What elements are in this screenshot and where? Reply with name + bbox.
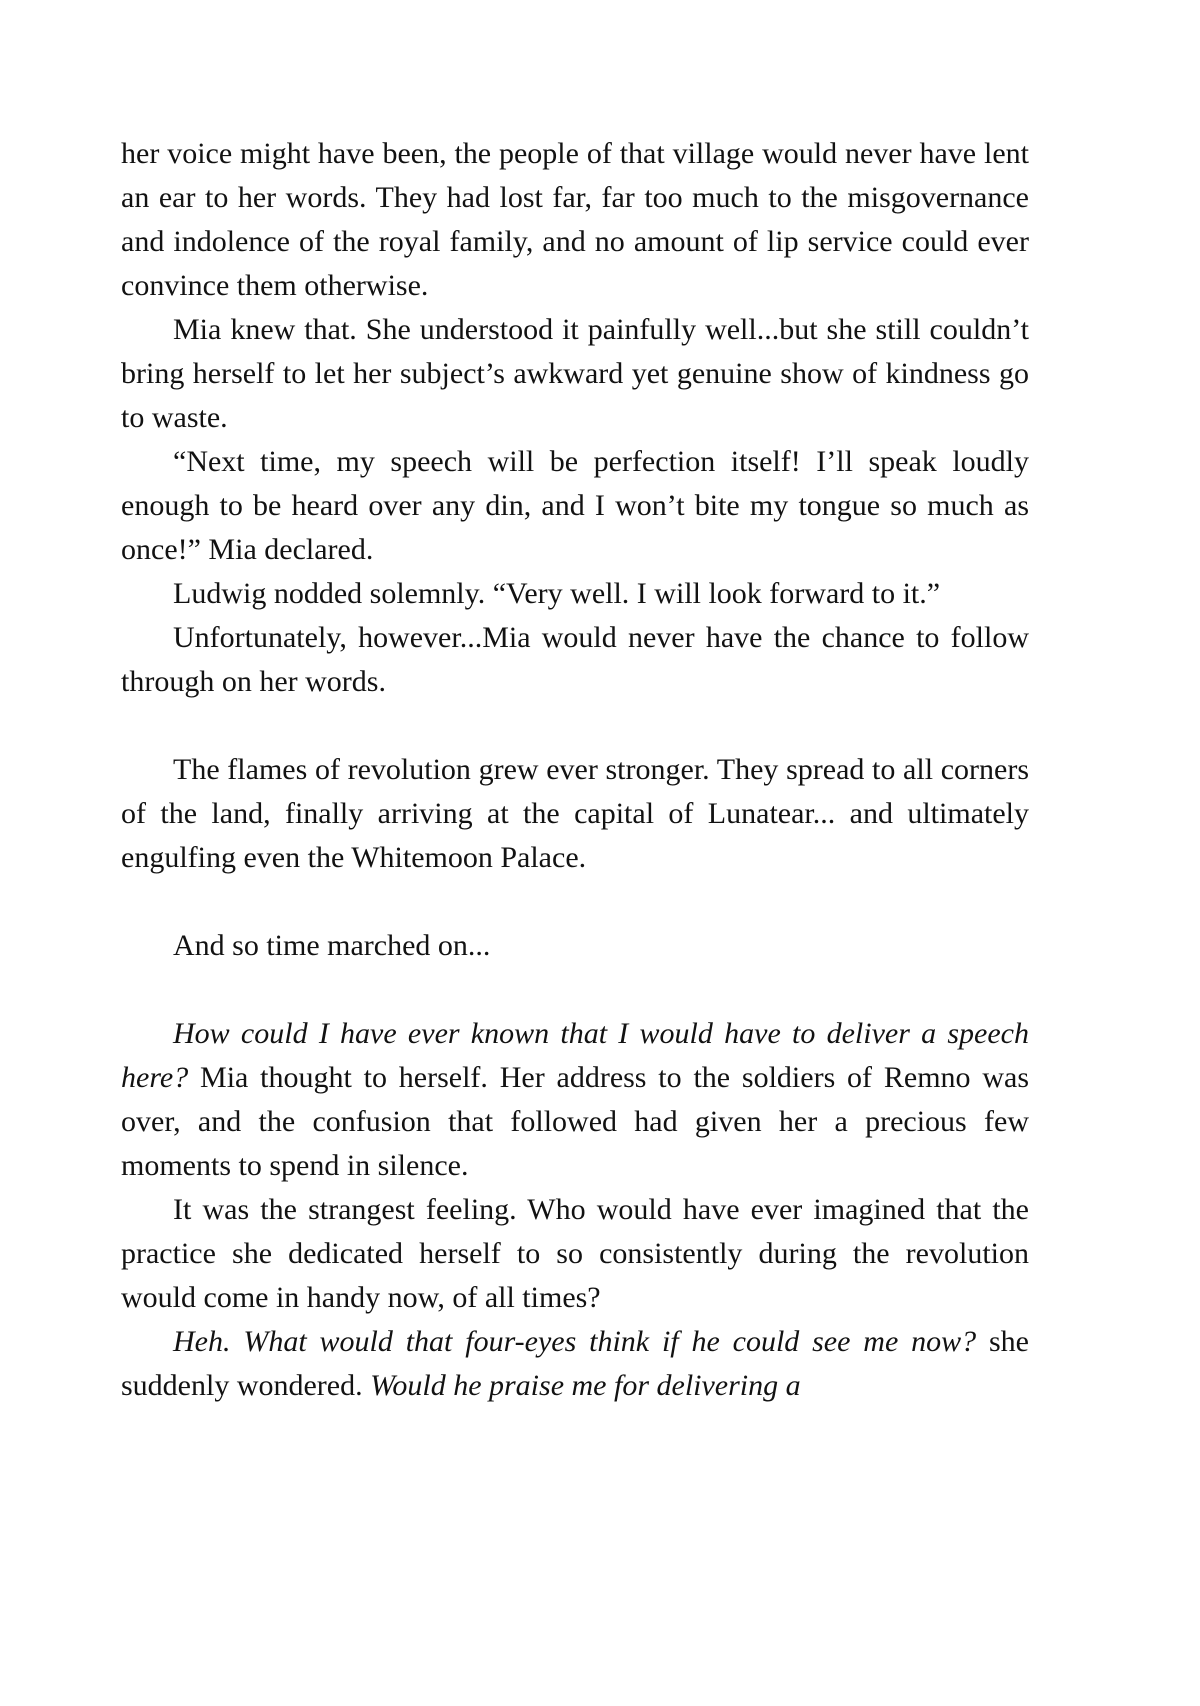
paragraph — [121, 924, 1029, 968]
text-segment: she suddenly wondered. — [121, 1325, 1029, 1402]
text-segment: The flames of revolution grew ever stronger. They spread to all corners of the land, finally arriving at the capital of Lunatear... and ultimately engulfing even the Whitemoon Palace. — [121, 753, 1029, 874]
paragraph — [121, 748, 1029, 880]
paragraph — [121, 1320, 1029, 1408]
paragraph — [121, 1188, 1029, 1320]
paragraph — [121, 308, 1029, 440]
text-segment: Ludwig nodded solemnly. “Very well. I will look forward to it.” — [173, 577, 941, 610]
text-segment: “Next time, my speech will be perfection itself! I’ll speak loudly enough to be heard over any din, and I won’t bite my tongue so much as once!” Mia declared. — [121, 445, 1029, 566]
paragraph — [121, 440, 1029, 572]
text-segment: Unfortunately, however...Mia would never have the chance to follow through on her words. — [121, 621, 1029, 698]
text-segment: It was the strangest feeling. Who would have ever imagined that the practice she dedicated herself to so consistently during the revolution would come in handy now, of all times? — [121, 1193, 1029, 1314]
text-segment: Mia knew that. She understood it painfully well...but she still couldn’t bring herself to let her subject’s awkward yet genuine show of kindness go to waste. — [121, 313, 1029, 434]
italic-text-segment: Heh. What would that four-eyes think if he could see me now? — [173, 1325, 977, 1358]
italic-text-segment: How could I have ever known that I would have to deliver a speech here? — [121, 1017, 1029, 1094]
page-text — [121, 132, 1029, 1408]
paragraph — [121, 1012, 1029, 1188]
paragraph — [121, 132, 1029, 308]
text-segment: her voice might have been, the people of that village would never have lent an ear to her words. They had lost far, far too much to the misgovernance and indolence of the royal family, and no amount of lip service could ever convince them otherwise. — [121, 137, 1029, 302]
italic-text-segment: Would he praise me for delivering a — [370, 1369, 801, 1402]
text-segment: And so time marched on... — [173, 929, 491, 962]
paragraph — [121, 616, 1029, 704]
text-segment: Mia thought to herself. Her address to the soldiers of Remno was over, and the confusion that followed had given her a precious few moments to spend in silence. — [121, 1061, 1029, 1182]
paragraph — [121, 572, 1029, 616]
